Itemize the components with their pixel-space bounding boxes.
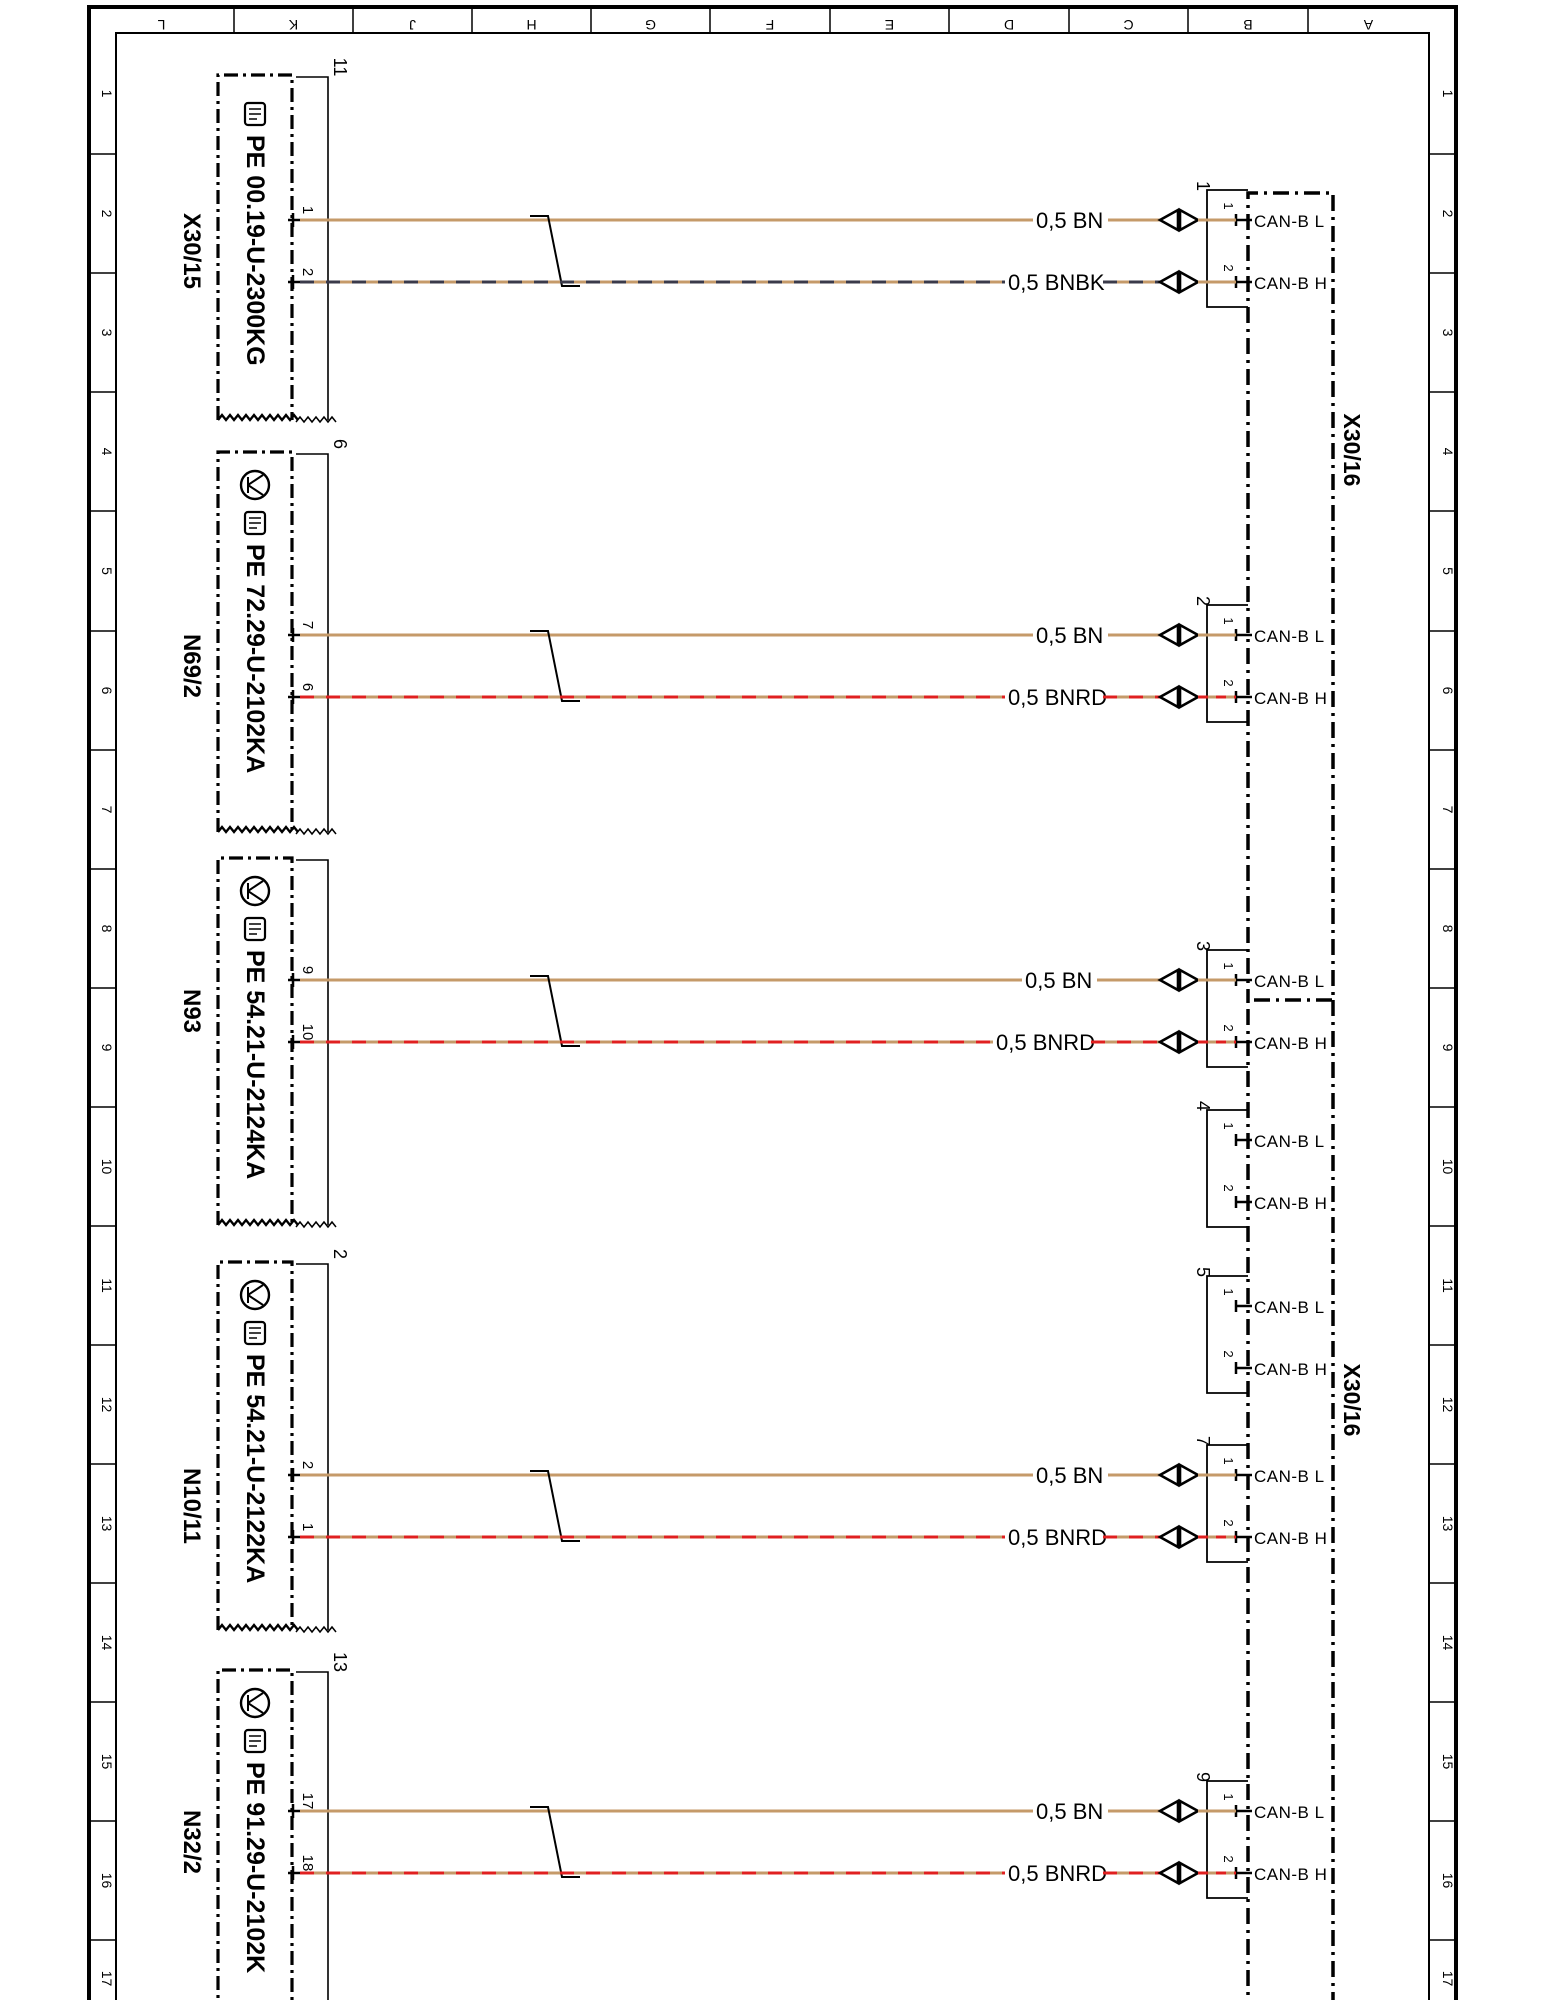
wire — [299, 682, 1236, 710]
socket-signal-label: CAN-B L — [1254, 1467, 1325, 1486]
harness-number: 13 — [330, 1651, 350, 1673]
plug-connector-icon — [1160, 1863, 1198, 1883]
socket-signal-label: CAN-B L — [1254, 1298, 1325, 1317]
wire-label: 0,5 BNBK — [1008, 270, 1105, 295]
socket-signal-label: CAN-B L — [1254, 1803, 1325, 1822]
twist-marker — [530, 216, 580, 286]
row-label-right: 11 — [1440, 1278, 1456, 1293]
socket-pin-number: 1 — [1221, 1288, 1236, 1296]
ground-symbol-icon — [241, 471, 269, 499]
pointer-hand-icon-detail — [249, 1328, 261, 1338]
twist-marker — [530, 631, 580, 701]
connector-label: X30/16 — [1339, 413, 1365, 487]
socket-signal-label: CAN-B L — [1254, 1132, 1325, 1151]
twist-marker — [530, 976, 580, 1046]
break-line — [218, 1220, 298, 1225]
column-label: G — [645, 17, 656, 33]
module-x30-15 — [178, 58, 350, 422]
module-reference: PE 54.21-U-2122KA — [241, 1354, 269, 1584]
module-pin-number: 2 — [299, 1460, 316, 1470]
socket-signal-label: CAN-B H — [1254, 1865, 1328, 1884]
column-label: J — [409, 17, 416, 33]
ground-symbol-icon — [241, 877, 269, 905]
transistor-symbol-icon — [248, 881, 263, 901]
socket-signal-label: CAN-B H — [1254, 1360, 1328, 1379]
socket-signal-label: CAN-B L — [1254, 212, 1325, 231]
wire-label: 0,5 BN — [1036, 1463, 1104, 1488]
twist-marker — [530, 1471, 580, 1541]
plug-connector-icon — [1160, 210, 1198, 230]
wire-label: 0,5 BN — [1036, 208, 1104, 233]
twist-marker — [530, 1807, 580, 1877]
ground-symbol-icon — [241, 1281, 269, 1309]
pointer-hand-icon-detail — [249, 924, 261, 934]
socket-pin-number: 1 — [1221, 202, 1236, 210]
socket-pin-number: 2 — [1221, 264, 1236, 272]
harness-number: 2 — [330, 1248, 350, 1260]
inner-frame — [116, 33, 1429, 2000]
row-label-left: 6 — [99, 686, 115, 695]
ground-symbol-icon — [241, 1689, 269, 1717]
break-line — [296, 1222, 336, 1227]
wire-label: 0,5 BN — [1025, 968, 1093, 993]
row-label-right: 1 — [1440, 89, 1456, 98]
break-line — [296, 829, 336, 834]
transistor-symbol-icon — [248, 475, 263, 495]
outer-frame — [89, 7, 1456, 2000]
socket-number: 9 — [1193, 1771, 1213, 1783]
socket-pin-number: 2 — [1221, 1855, 1236, 1863]
socket-7 — [1193, 1436, 1327, 1562]
socket-pin-number: 1 — [1221, 1793, 1236, 1801]
column-label: C — [1123, 17, 1134, 33]
row-label-right: 4 — [1440, 447, 1456, 456]
socket-pin-number: 2 — [1221, 1350, 1236, 1358]
row-label-left: 17 — [99, 1970, 115, 1987]
module-pin — [288, 628, 300, 642]
row-label-right: 12 — [1440, 1396, 1456, 1413]
module-id: N10/11 — [178, 1467, 205, 1545]
pointer-hand-icon-detail — [249, 109, 261, 119]
harness-bracket — [296, 77, 328, 420]
plug-connector-icon — [1160, 1801, 1198, 1821]
module-reference: PE 00.19-U-2300KG — [241, 135, 269, 366]
socket-pin-number: 1 — [1221, 1122, 1236, 1130]
column-label: A — [1363, 17, 1374, 33]
module-pin-number: 6 — [299, 682, 316, 692]
plug-connector-icon — [1160, 625, 1198, 645]
column-label: K — [288, 17, 299, 33]
row-label-left: 4 — [99, 447, 115, 456]
drawing-frame — [89, 7, 1456, 2000]
module-pin — [288, 1530, 300, 1544]
connector-label: X30/16 — [1339, 1363, 1365, 1437]
module-id: X30/15 — [178, 212, 205, 290]
socket-number: 2 — [1193, 595, 1213, 607]
module-pin-number: 7 — [299, 620, 316, 630]
row-label-left: 3 — [99, 328, 115, 337]
row-label-right: 17 — [1440, 1970, 1456, 1987]
wire-label: 0,5 BNRD — [1008, 1861, 1108, 1886]
transistor-symbol-icon — [248, 1693, 263, 1713]
wire — [300, 1030, 1236, 1055]
socket-pin-number: 2 — [1221, 1024, 1236, 1032]
module-reference: PE 54.21-U-2124KA — [241, 950, 269, 1180]
module-pin-number: 1 — [299, 205, 316, 215]
module-pin — [288, 1804, 300, 1818]
break-line — [218, 1625, 298, 1630]
socket-number: 5 — [1193, 1266, 1213, 1278]
plug-connector-icon — [1160, 970, 1198, 990]
socket-pin-number: 2 — [1221, 679, 1236, 687]
socket-pin-number: 1 — [1221, 962, 1236, 970]
column-label: E — [884, 17, 895, 33]
socket-number: 7 — [1193, 1435, 1213, 1447]
module-pin — [288, 690, 300, 704]
socket-2 — [1193, 596, 1327, 722]
socket-signal-label: CAN-B H — [1254, 274, 1328, 293]
module-pin-number: 10 — [299, 1023, 316, 1041]
module-n10-11 — [178, 1249, 350, 1632]
wire — [300, 1861, 1236, 1886]
module-pin-number: 2 — [299, 267, 316, 277]
module-pin-number: 18 — [299, 1854, 316, 1872]
socket-pin — [1236, 974, 1252, 986]
module-reference: PE 91.29-U-2102K — [241, 1762, 269, 1974]
wire — [299, 1522, 1236, 1550]
row-label-right: 7 — [1440, 805, 1456, 814]
module-pin — [288, 973, 300, 987]
module-pin — [288, 1866, 300, 1880]
socket-pin-number: 2 — [1221, 1519, 1236, 1527]
bus-connector-x30-16 — [1248, 193, 1365, 2000]
row-label-left: 11 — [99, 1278, 115, 1293]
column-label: L — [157, 17, 166, 33]
row-label-right: 8 — [1440, 924, 1456, 933]
harness-bracket — [296, 454, 328, 832]
row-label-right: 9 — [1440, 1043, 1456, 1052]
harness-bracket — [296, 1264, 328, 1630]
module-id: N32/2 — [178, 1809, 205, 1875]
socket-pin-number: 1 — [1221, 617, 1236, 625]
socket-number: 1 — [1193, 180, 1213, 192]
break-line — [296, 417, 336, 422]
pointer-hand-icon-detail — [249, 1736, 261, 1746]
row-label-right: 2 — [1440, 209, 1456, 218]
harness-number: 6 — [330, 438, 350, 450]
socket-pin-number: 2 — [1221, 1184, 1236, 1192]
module-n32-2 — [178, 1652, 350, 2000]
row-label-left: 14 — [99, 1634, 115, 1651]
row-label-left: 1 — [99, 89, 115, 98]
pointer-hand-icon-detail — [249, 518, 261, 528]
row-label-left: 10 — [99, 1158, 115, 1175]
row-label-right: 6 — [1440, 686, 1456, 695]
module-id: N69/2 — [178, 633, 205, 699]
plug-connector-icon — [1160, 1032, 1198, 1052]
grid-labels — [99, 17, 1456, 1986]
row-label-right: 5 — [1440, 567, 1456, 575]
socket-signal-label: CAN-B L — [1254, 972, 1325, 991]
row-label-right: 3 — [1440, 328, 1456, 337]
socket-signal-label: CAN-B L — [1254, 627, 1325, 646]
row-label-left: 16 — [99, 1872, 115, 1889]
row-label-right: 15 — [1440, 1753, 1456, 1770]
break-line — [218, 415, 298, 420]
plug-connector-icon — [1160, 272, 1198, 292]
socket-5 — [1193, 1267, 1327, 1393]
row-label-left: 13 — [99, 1515, 115, 1532]
socket-number: 3 — [1193, 940, 1213, 952]
socket-1 — [1193, 181, 1327, 307]
wire-label: 0,5 BN — [1036, 1799, 1104, 1824]
socket-signal-label: CAN-B H — [1254, 1034, 1328, 1053]
socket-3 — [1193, 941, 1327, 1067]
row-label-right: 14 — [1440, 1634, 1456, 1651]
row-label-left: 8 — [99, 924, 115, 933]
socket-signal-label: CAN-B H — [1254, 1529, 1328, 1548]
wire-label: 0,5 BN — [1036, 623, 1104, 648]
column-label: D — [1003, 17, 1015, 33]
row-label-left: 5 — [99, 567, 115, 575]
row-label-right: 13 — [1440, 1515, 1456, 1532]
module-pin — [288, 1035, 300, 1049]
wires — [299, 205, 1236, 1886]
break-line — [218, 827, 298, 832]
socket-9 — [1193, 1772, 1327, 1898]
transistor-symbol-icon — [248, 1285, 263, 1305]
module-pin — [288, 213, 300, 227]
module-id: N93 — [178, 988, 205, 1034]
bus-sockets — [1193, 181, 1327, 1898]
row-label-right: 16 — [1440, 1872, 1456, 1889]
column-label: H — [526, 17, 537, 33]
module-pin — [288, 1468, 300, 1482]
row-label-left: 2 — [99, 209, 115, 218]
row-label-left: 12 — [99, 1396, 115, 1413]
wire — [299, 267, 1236, 295]
row-label-right: 10 — [1440, 1158, 1456, 1175]
module-pin-number: 1 — [299, 1522, 316, 1532]
wire-label: 0,5 BNRD — [1008, 1525, 1108, 1550]
harness-number: 11 — [330, 57, 350, 77]
control-modules — [178, 58, 350, 2000]
plug-connector-icon — [1160, 1527, 1198, 1547]
module-reference: PE 72.29-U-2102KA — [241, 544, 269, 774]
socket-4 — [1193, 1101, 1327, 1227]
module-pin-number: 9 — [299, 965, 316, 975]
harness-bracket — [296, 1672, 328, 2000]
row-label-left: 9 — [99, 1043, 115, 1052]
column-label: F — [765, 17, 775, 33]
wire — [299, 965, 1236, 1046]
socket-pin-number: 1 — [1221, 1457, 1236, 1465]
plug-connector-icon — [1160, 1465, 1198, 1485]
socket-signal-label: CAN-B H — [1254, 1194, 1328, 1213]
plug-connector-icon — [1160, 687, 1198, 707]
break-line — [296, 1627, 336, 1632]
wire-label: 0,5 BNRD — [996, 1030, 1096, 1055]
socket-number: 4 — [1193, 1100, 1213, 1112]
socket-signal-label: CAN-B H — [1254, 689, 1328, 708]
column-label: B — [1243, 17, 1253, 33]
module-pin-number: 17 — [299, 1792, 316, 1810]
row-label-left: 15 — [99, 1753, 115, 1770]
connector-outline — [1248, 193, 1333, 2000]
wire-label: 0,5 BNRD — [1008, 685, 1108, 710]
module-pin — [288, 275, 300, 289]
row-label-left: 7 — [99, 805, 115, 814]
